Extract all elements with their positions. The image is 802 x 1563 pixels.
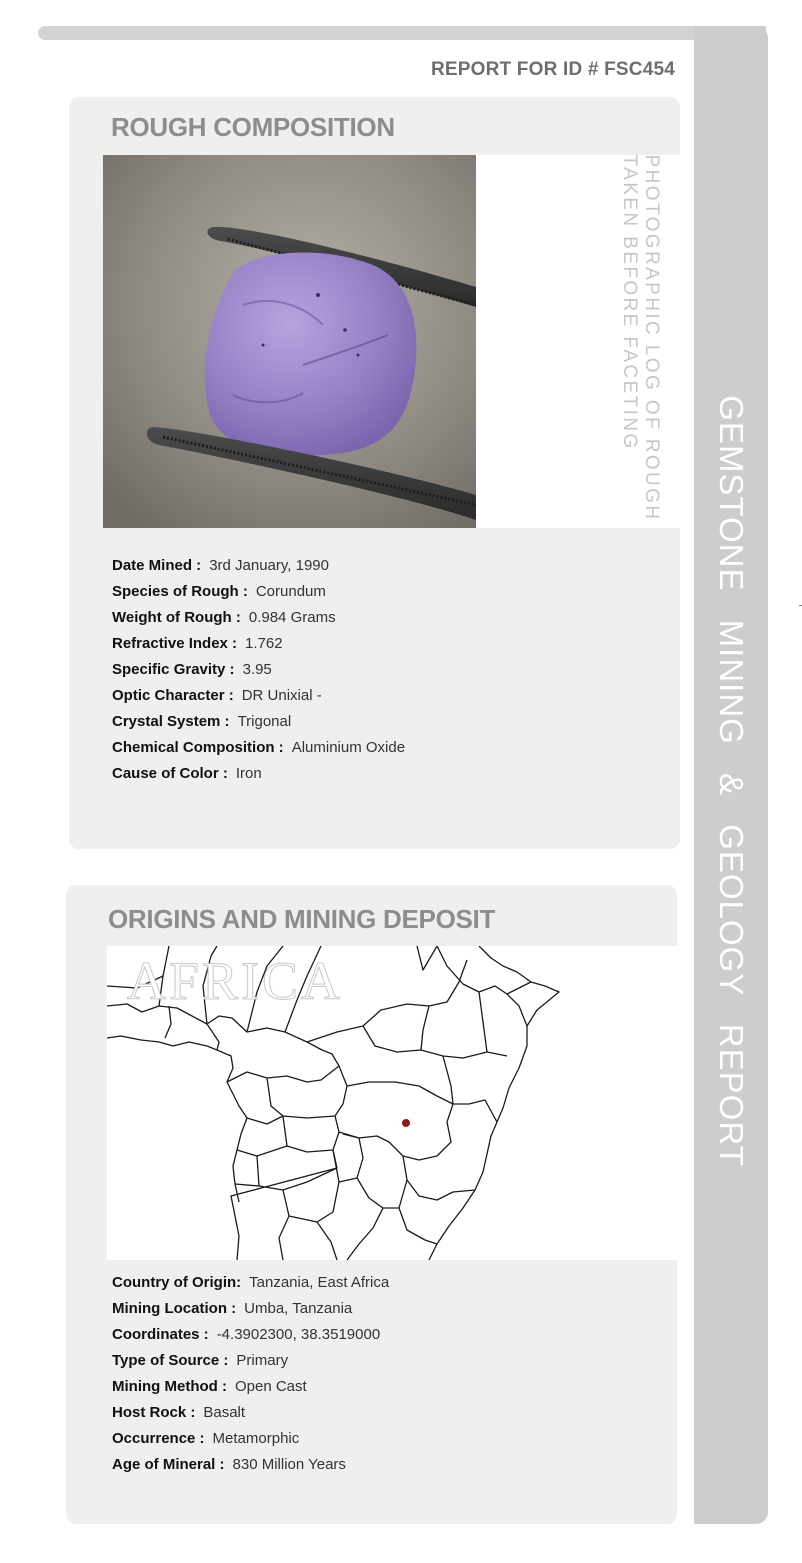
detail-row-age-of-mineral: [112, 1456, 346, 1473]
detail-value: 0.984 Grams: [248, 609, 336, 626]
detail-label: Country of Origin:: [112, 1274, 242, 1291]
detail-label: Date Mined :: [112, 557, 202, 574]
detail-row-species: [112, 583, 326, 600]
detail-row-crystal-system: [112, 713, 291, 730]
detail-row-date-mined: [112, 557, 329, 574]
detail-label: Age of Mineral :: [112, 1456, 225, 1473]
detail-label: Cause of Color :: [112, 765, 228, 782]
detail-label: Occurrence :: [112, 1430, 205, 1447]
detail-value: 3.95: [242, 661, 272, 678]
detail-row-cause-of-color: [112, 765, 262, 782]
detail-value: Metamorphic: [212, 1430, 300, 1447]
origins-title: ORIGINS AND MINING DEPOSIT: [108, 904, 496, 934]
detail-row-refractive-index: [112, 635, 283, 652]
photo-caption-line-1: PHOTOGRAPHIC LOG OF ROUGH: [641, 154, 662, 522]
detail-label: Specific Gravity :: [112, 661, 235, 678]
detail-label: Chemical Composition :: [112, 739, 284, 756]
detail-label: Host Rock :: [112, 1404, 196, 1421]
detail-row-country: [112, 1274, 389, 1291]
detail-value: Umba, Tanzania: [244, 1300, 353, 1317]
detail-value: 830 Million Years: [232, 1456, 346, 1473]
detail-label: Weight of Rough :: [112, 609, 241, 626]
detail-label: Mining Location :: [112, 1300, 237, 1317]
detail-row-optic-character: [112, 687, 322, 704]
detail-label: Coordinates :: [112, 1326, 209, 1343]
detail-row-host-rock: [112, 1404, 245, 1421]
detail-row-weight: [112, 609, 336, 626]
top-frame-bar: [38, 26, 766, 40]
detail-label: Crystal System :: [112, 713, 230, 730]
detail-value: -4.3902300, 38.3519000: [216, 1326, 381, 1343]
detail-row-mining-method: [112, 1378, 307, 1395]
detail-value: 3rd January, 1990: [209, 557, 329, 574]
detail-label: Optic Character :: [112, 687, 234, 704]
mining-location-marker: [402, 1119, 410, 1127]
rough-composition-title: ROUGH COMPOSITION: [111, 112, 395, 142]
detail-row-specific-gravity: [112, 661, 272, 678]
detail-label: Refractive Index :: [112, 635, 238, 652]
detail-row-coordinates: [112, 1326, 380, 1343]
report-id: REPORT FOR ID # FSC454: [430, 59, 675, 80]
detail-value: Trigonal: [237, 713, 292, 730]
detail-value: 1.762: [245, 635, 283, 652]
detail-value: DR Unixial -: [241, 687, 322, 704]
detail-row-chemical-composition: [112, 739, 405, 756]
detail-row-type-of-source: [112, 1352, 288, 1369]
photo-caption-line-2: TAKEN BEFORE FACETING: [619, 154, 640, 451]
africa-map: [107, 946, 677, 1260]
detail-value: Primary: [236, 1352, 289, 1369]
rough-gemstone-photo: [103, 155, 476, 528]
detail-value: Corundum: [255, 583, 326, 600]
detail-label: Species of Rough :: [112, 583, 248, 600]
detail-row-mining-location: [112, 1300, 352, 1317]
side-title-text: GEMSTONE MINING & GEOLOGY REPORT: [713, 395, 750, 1167]
detail-value: Basalt: [203, 1404, 246, 1421]
detail-label: Mining Method :: [112, 1378, 227, 1395]
detail-row-occurrence: [112, 1430, 299, 1447]
detail-label: Type of Source :: [112, 1352, 229, 1369]
detail-value: Iron: [235, 765, 262, 782]
detail-value: Aluminium Oxide: [291, 739, 406, 756]
side-title: [694, 26, 768, 1524]
map-label: AFRICA: [127, 951, 344, 1011]
detail-value: Open Cast: [234, 1378, 307, 1395]
photo-caption: [600, 154, 680, 522]
detail-value: Tanzania, East Africa: [249, 1274, 390, 1291]
